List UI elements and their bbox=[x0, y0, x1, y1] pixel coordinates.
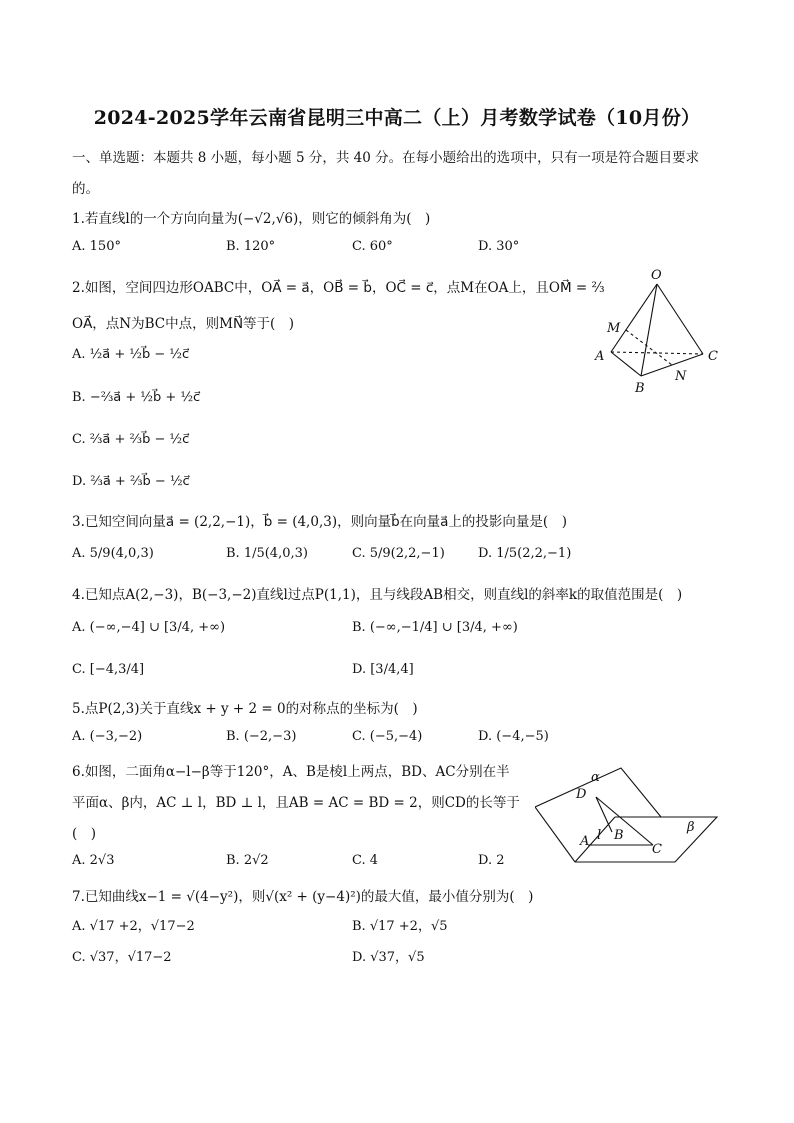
question-7-stem: 7.已知曲线x−1 = √(4−y²)，则√(x² + (y−4)²)的最大值，最小值分别为( ) bbox=[72, 889, 534, 905]
question-5-stem: 5.点P(2,3)关于直线x + y + 2 = 0的对称点的坐标为( ) bbox=[72, 701, 418, 717]
page-title: 2024-2025学年云南省昆明三中高二（上）月考数学试卷（10月份） bbox=[93, 107, 701, 129]
q1-option-d: D. 30° bbox=[478, 239, 520, 254]
label-d: D bbox=[576, 787, 587, 802]
q3-option-c: C. 5/9(2,2,−1) bbox=[352, 546, 445, 561]
q3-option-b: B. 1/5(4,0,3) bbox=[226, 546, 308, 561]
segment-mn bbox=[626, 330, 672, 365]
label-a: A bbox=[580, 834, 590, 849]
q7-option-d: D. √37，√5 bbox=[352, 950, 425, 965]
label-l: l bbox=[597, 828, 602, 843]
question-1-stem: 1.若直线l的一个方向向量为(−√2,√6)，则它的倾斜角为( ) bbox=[72, 211, 431, 227]
label-b: B bbox=[635, 381, 645, 396]
q5-option-a: A. (−3,−2) bbox=[72, 729, 143, 744]
question-6-stem: 6.如图，二面角α−l−β等于120°，A、B是棱l上两点，BD、AC分别在半 bbox=[72, 764, 510, 780]
label-alpha: α bbox=[591, 770, 600, 785]
dihedral-angle-figure bbox=[535, 765, 725, 867]
q3-option-a: A. 5/9(4,0,3) bbox=[72, 546, 154, 561]
edge-bc bbox=[641, 354, 703, 376]
q4-option-b: B. (−∞,−1/4] ∪ [3/4, +∞) bbox=[352, 620, 518, 635]
segment-bd bbox=[596, 797, 612, 832]
label-beta: β bbox=[687, 820, 695, 835]
q7-option-b: B. √17 +2，√5 bbox=[352, 919, 448, 934]
q4-option-a: A. (−∞,−4] ∪ [3/4, +∞) bbox=[72, 620, 226, 635]
question-2-stem: 2.如图，空间四边形OABC中，OA⃗ = a⃗，OB⃗ = b⃗，OC⃗ = c⃗，点M在OA上，且OM⃗ = ⅔ bbox=[72, 280, 605, 296]
q2-option-a: A. ½a⃗ + ½b⃗ − ½c⃗ bbox=[72, 347, 190, 362]
q2-option-d: D. ⅔a⃗ + ⅔b⃗ − ½c⃗ bbox=[72, 474, 190, 489]
q7-option-c: C. √37，√17−2 bbox=[72, 950, 172, 965]
q1-option-b: B. 120° bbox=[226, 239, 276, 254]
question-6-stem-cont2: ( ) bbox=[72, 826, 97, 842]
question-6-stem-cont: 平面α、β内，AC ⊥ l，BD ⊥ l，且AB = AC = BD = 2，则CD的长等于 bbox=[72, 795, 520, 811]
label-b: B bbox=[614, 828, 624, 843]
label-a: A bbox=[595, 349, 605, 364]
label-c: C bbox=[652, 842, 662, 857]
q3-option-d: D. 1/5(2,2,−1) bbox=[478, 546, 572, 561]
edge-oa bbox=[611, 284, 657, 352]
q4-option-d: D. [3/4,4] bbox=[352, 662, 414, 677]
label-c: C bbox=[708, 349, 718, 364]
segment-cd bbox=[596, 797, 653, 845]
question-2-stem-cont: OA⃗，点N为BC中点，则MN⃗等于( ) bbox=[72, 316, 295, 332]
section-heading: 一、单选题：本题共 8 小题，每小题 5 分，共 40 分。在每小题给出的选项中，只有一项是符合题目要求 bbox=[72, 150, 700, 166]
q5-option-c: C. (−5,−4) bbox=[352, 729, 423, 744]
q4-option-c: C. [−4,3/4] bbox=[72, 662, 145, 677]
edge-ob bbox=[641, 284, 657, 376]
q6-option-b: B. 2√2 bbox=[226, 853, 269, 868]
q6-option-c: C. 4 bbox=[352, 853, 379, 868]
edge-oc bbox=[657, 284, 703, 354]
question-4-stem: 4.已知点A(2,−3)，B(−3,−2)直线l过点P(1,1)，且与线段AB相交，则直线l的斜率k的取值范围是( ) bbox=[72, 587, 683, 603]
edge-ab bbox=[611, 352, 641, 376]
q1-option-c: C. 60° bbox=[352, 239, 393, 254]
q7-option-a: A. √17 +2，√17−2 bbox=[72, 919, 195, 934]
q6-option-d: D. 2 bbox=[478, 853, 505, 868]
q5-option-d: D. (−4,−5) bbox=[478, 729, 549, 744]
label-n: N bbox=[675, 369, 687, 384]
q1-option-a: A. 150° bbox=[72, 239, 121, 254]
tetrahedron-figure bbox=[585, 262, 725, 398]
q2-option-b: B. −⅔a⃗ + ½b⃗ + ½c⃗ bbox=[72, 390, 201, 405]
section-heading-cont: 的。 bbox=[72, 181, 99, 197]
label-m: M bbox=[607, 321, 621, 336]
label-o: O bbox=[651, 268, 662, 283]
question-3-stem: 3.已知空间向量a⃗ = (2,2,−1)，b⃗ = (4,0,3)，则向量b⃗在向量a⃗上的投影向量是( ) bbox=[72, 514, 567, 530]
q5-option-b: B. (−2,−3) bbox=[226, 729, 297, 744]
q6-option-a: A. 2√3 bbox=[72, 853, 115, 868]
q2-option-c: C. ⅔a⃗ + ⅔b⃗ − ½c⃗ bbox=[72, 432, 190, 447]
